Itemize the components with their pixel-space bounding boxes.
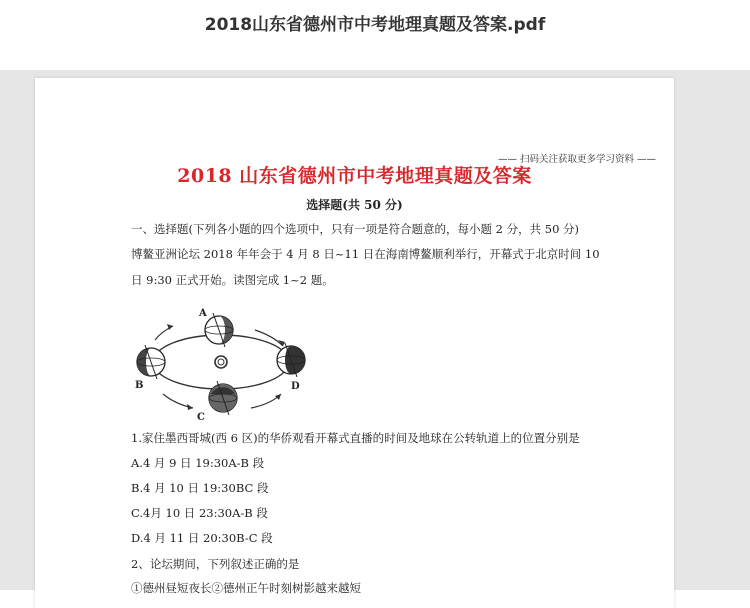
question-2: 2、论坛期间，下列叙述正确的是 — [131, 557, 300, 571]
pdf-viewer[interactable] — [0, 70, 750, 595]
label-b: B — [135, 380, 144, 391]
label-d: D — [291, 381, 300, 392]
earth-orbit-diagram — [133, 304, 311, 422]
q1-option-d: D.4 月 11 日 20:30B-C 段 — [131, 531, 273, 545]
promo-text: —— 扫码关注获取更多学习资料 —— — [497, 154, 656, 165]
sun-inner — [218, 359, 224, 365]
orbit-arrow-sw-head — [187, 404, 193, 410]
q1-option-a: A.4 月 9 日 19:30A-B 段 — [131, 456, 265, 470]
q1-option-c: C.4月 10 日 23:30A-B 段 — [131, 506, 268, 520]
intro-line-1: 博鳌亚洲论坛 2018 年年会于 4 月 8 日~11 日在海南博鳌顺利举行，开幕式于北京时间 10 — [131, 247, 600, 261]
document-title: 2018 山东省德州市中考地理真题及答案 — [177, 165, 532, 187]
file-title: 2018山东省德州市中考地理真题及答案.pdf — [204, 15, 546, 35]
instructions-text: 一、选择题(下列各小题的四个选项中，只有一项是符合题意的，每小题 2 分，共 50 分) — [131, 222, 580, 236]
label-a: A — [199, 308, 207, 319]
intro-line-2: 日 9:30 正式开始。读图完成 1~2 题。 — [131, 273, 334, 287]
earth-a — [205, 313, 233, 347]
title-bar — [0, 0, 750, 70]
orbit-arrow-se-head — [275, 394, 281, 400]
label-c: C — [197, 412, 205, 422]
earth-d — [277, 343, 305, 377]
earth-c — [209, 381, 237, 415]
pdf-page — [35, 78, 674, 608]
question-1: 1.家住墨西哥城(西 6 区)的华侨观看开幕式直播的时间及地球在公转轨道上的位置分别是 — [131, 431, 580, 445]
q1-option-b: B.4 月 10 日 19:30BC 段 — [131, 481, 269, 495]
question-2-statements: ①德州昼短夜长②德州正午时刻树影越来越短 — [131, 581, 361, 595]
section-title: 选择题(共 50 分) — [306, 198, 403, 212]
